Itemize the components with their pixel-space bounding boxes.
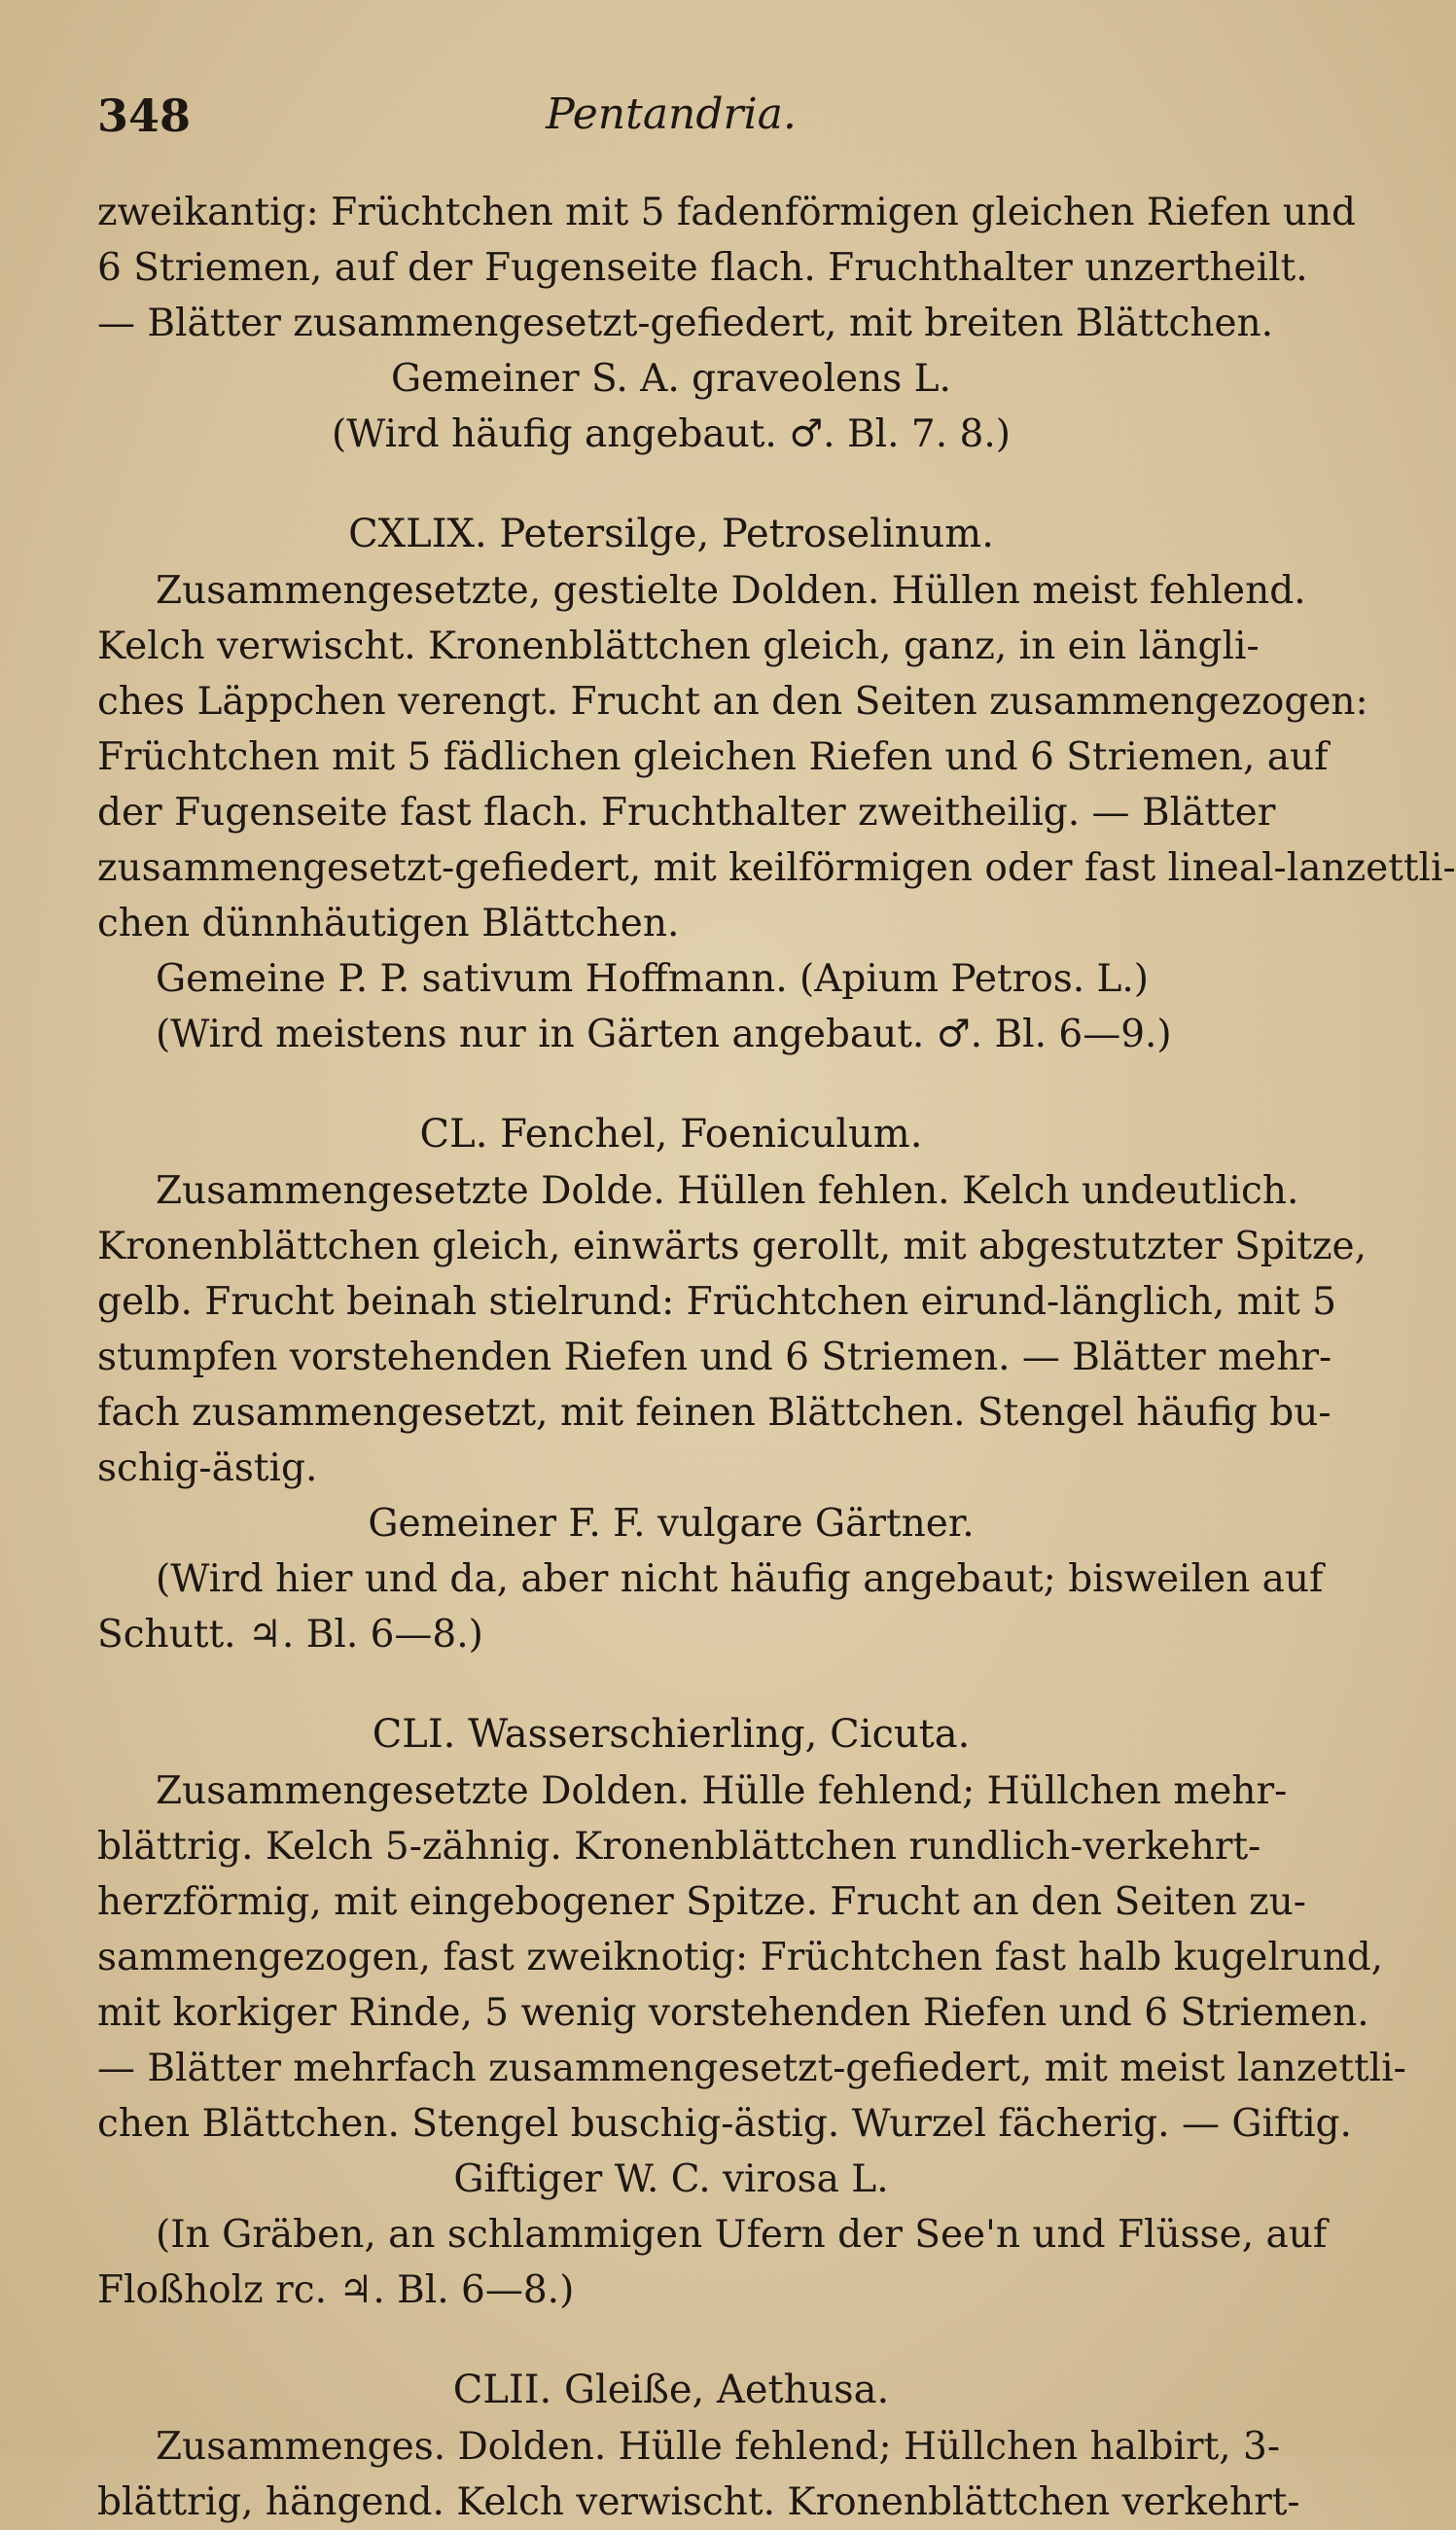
genus-heading: CXLIX. Petersilge, Petroselinum.: [348, 512, 994, 556]
text-line: sammengezogen, fast zweiknotig: Früchtchen fast halb kugelrund,: [97, 1936, 1384, 1979]
page-header: [97, 89, 1245, 158]
text-line: — Blätter mehrfach zusammengesetzt-gefiedert, mit meist lanzettli-: [97, 2047, 1406, 2090]
text-line: schig-ästig.: [97, 1446, 318, 1490]
text-line: (Wird hier und da, aber nicht häufig angebaut; bisweilen auf: [156, 1557, 1324, 1601]
text-line: herzförmig, mit eingebogener Spitze. Frucht an den Seiten zu-: [97, 1880, 1306, 1924]
text-line: zweikantig: Früchtchen mit 5 fadenförmigen gleichen Riefen und: [97, 191, 1356, 234]
text-line: blättrig. Kelch 5-zähnig. Kronenblättchen rundlich-verkehrt-: [97, 1825, 1261, 1869]
section-gap: [97, 1062, 1245, 1105]
text-line: 6 Striemen, auf der Fugenseite flach. Fruchthalter unzertheilt.: [97, 246, 1308, 290]
text-line: Zusammenges. Dolden. Hülle fehlend; Hüllchen halbirt, 3-: [156, 2425, 1281, 2469]
text-line: mit korkiger Rinde, 5 wenig vorstehenden Riefen und 6 Striemen.: [97, 1991, 1369, 2035]
text-line: Kronenblättchen gleich, einwärts gerollt, mit abgestutzter Spitze,: [97, 1225, 1367, 1268]
page-body: [97, 185, 1456, 2530]
text-line: blättrig, hängend. Kelch verwischt. Kronenblättchen verkehrt-: [97, 2480, 1300, 2524]
text-line: chen Blättchen. Stengel buschig-ästig. Wurzel fächerig. — Giftig.: [97, 2102, 1352, 2146]
text-line: Früchtchen mit 5 fädlichen gleichen Riefen und 6 Striemen, auf: [97, 735, 1329, 779]
text-line: Schutt. ♃. Bl. 6—8.): [97, 1613, 483, 1657]
text-line: (In Gräben, an schlammigen Ufern der See'n und Flüsse, auf: [156, 2213, 1328, 2257]
text-line: der Fugenseite fast flach. Fruchthalter zweitheilig. — Blätter: [97, 791, 1276, 835]
section-gap: [97, 1662, 1245, 1705]
text-line: ches Läppchen verengt. Frucht an den Seiten zusammengezogen:: [97, 680, 1368, 724]
text-line: (Wird häufig angebaut. ♂. Bl. 7. 8.): [332, 412, 1011, 456]
text-line: Kelch verwischt. Kronenblättchen gleich, ganz, in ein längli-: [97, 624, 1260, 668]
text-line: Gemeiner F. F. vulgare Gärtner.: [368, 1502, 975, 1546]
genus-heading: CLI. Wasserschierling, Cicuta.: [372, 1712, 971, 1757]
text-line: — Blätter zusammengesetzt-gefiedert, mit breiten Blättchen.: [97, 302, 1274, 345]
text-line: chen dünnhäutigen Blättchen.: [97, 902, 680, 945]
text-line: (Wird meistens nur in Gärten angebaut. ♂. Bl. 6—9.): [156, 1013, 1172, 1056]
text-line: Zusammengesetzte Dolden. Hülle fehlend; Hüllchen mehr-: [156, 1769, 1288, 1813]
genus-heading: CL. Fenchel, Foeniculum.: [419, 1112, 923, 1157]
text-line: Zusammengesetzte, gestielte Dolden. Hüllen meist fehlend.: [156, 569, 1306, 613]
text-line: Gemeine P. P. sativum Hoffmann. (Apium Petros. L.): [156, 957, 1150, 1001]
text-line: Zusammengesetzte Dolde. Hüllen fehlen. Kelch undeutlich.: [156, 1169, 1299, 1213]
text-line: zusammengesetzt-gefiedert, mit keilförmigen oder fast lineal-lanzettli-: [97, 846, 1456, 890]
section-gap: [97, 462, 1245, 505]
text-line: fach zusammengesetzt, mit feinen Blättchen. Stengel häufig bu-: [97, 1391, 1332, 1435]
genus-heading: CLII. Gleiße, Aethusa.: [452, 2368, 890, 2412]
text-line: Gemeiner S. A. graveolens L.: [391, 357, 951, 401]
page-number: 348: [97, 89, 192, 142]
text-line: stumpfen vorstehenden Riefen und 6 Striemen. — Blätter mehr-: [97, 1336, 1332, 1379]
text-line: gelb. Frucht beinah stielrund: Früchtchen eirund-länglich, mit 5: [97, 1280, 1337, 1324]
section-gap: [97, 2318, 1245, 2361]
running-head: Pentandria.: [546, 89, 797, 139]
text-line: Floßholz rc. ♃. Bl. 6—8.): [97, 2268, 575, 2312]
text-line: Giftiger W. C. virosa L.: [453, 2157, 889, 2201]
